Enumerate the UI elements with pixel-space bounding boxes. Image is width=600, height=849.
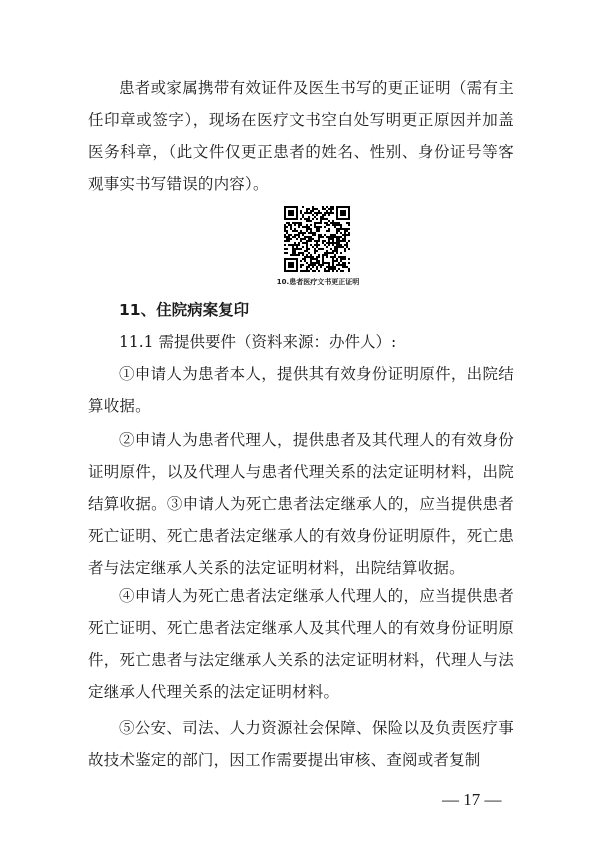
- qr-caption: 10.患者医疗文书更正证明: [276, 278, 360, 286]
- subsection-heading: 11.1 需提供要件（资料来源：办件人）:: [119, 333, 397, 351]
- intro-paragraph: 患者或家属携带有效证件及医生书写的更正证明（需有主任印章或签字），现场在医疗文书空白处写明更正原因并加盖医务科章，（此文件仅更正患者的姓名、性别、身份证号等客观事实书写错误的内容）。: [88, 79, 514, 193]
- qr-code-icon: [284, 206, 350, 272]
- item-paragraph: ⑤公安、司法、人力资源社会保障、保险以及负责医疗事故技术鉴定的部门，因工作需要提出审核、查阅或者复制: [88, 719, 514, 769]
- item-paragraph: ①申请人为患者本人，提供其有效身份证明原件，出院结算收据。: [88, 365, 514, 415]
- section-heading: 11、住院病案复印: [119, 301, 250, 319]
- item-paragraph: ④申请人为死亡患者法定继承人代理人的，应当提供患者死亡证明、死亡患者法定继承人及其代理人的有效身份证明原件，死亡患者与法定继承人关系的法定证明材料，代理人与法定继承人代理关系的法定证明材料。: [88, 587, 514, 701]
- item-paragraph: ②申请人为患者代理人，提供患者及其代理人的有效身份证明原件，以及代理人与患者代理关系的法定证明材料，出院结算收据。③申请人为死亡患者法定继承人的，应当提供患者死亡证明、死亡患者法定继承人的有效身份证明原件，死亡患者与法定继承人关系的法定证明材料，出院结算收据。: [88, 431, 514, 577]
- page-number: — 17 —: [442, 790, 502, 809]
